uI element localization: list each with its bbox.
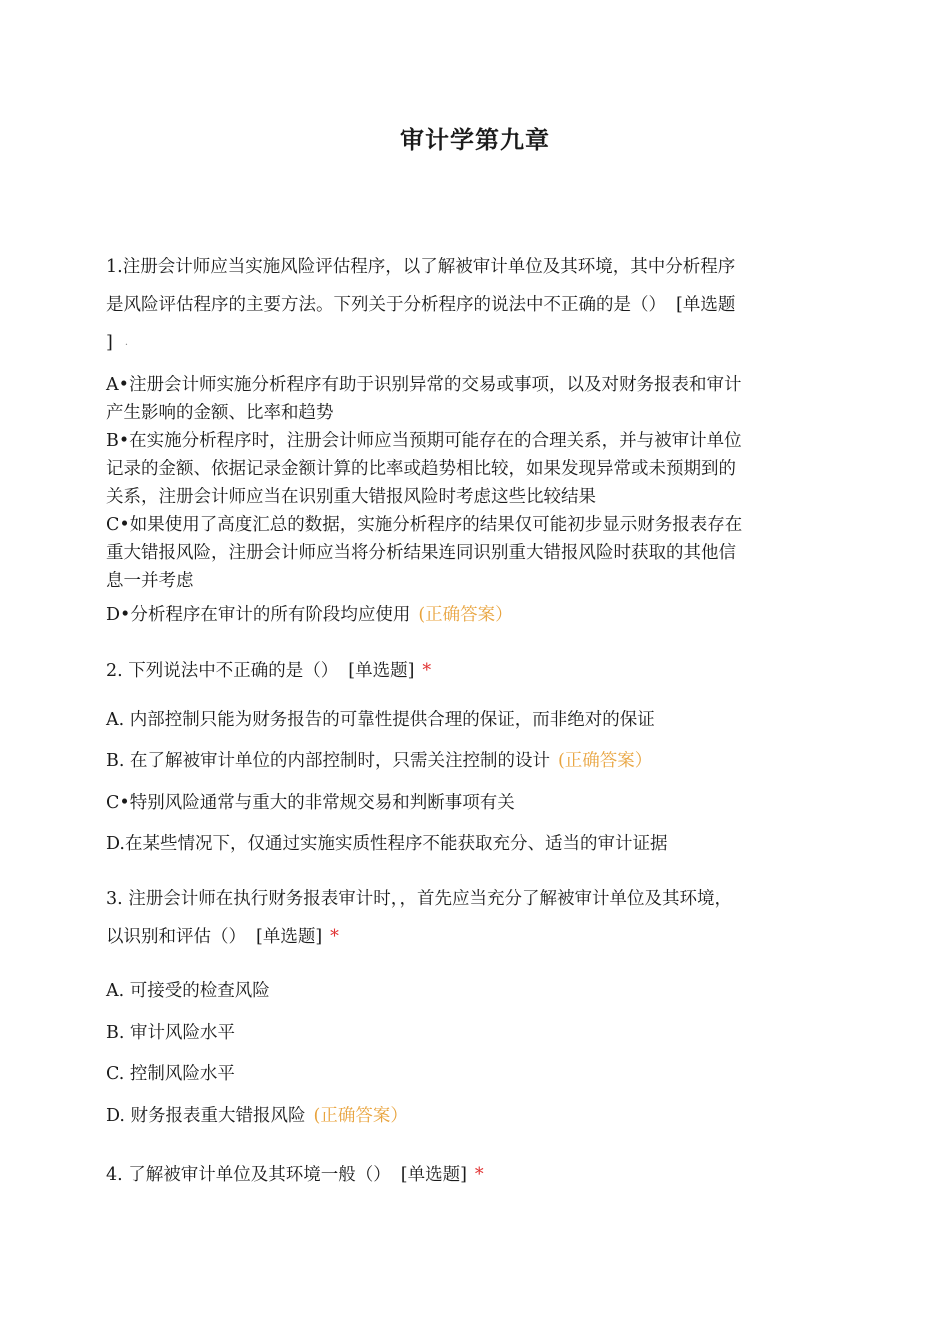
required-marker: * <box>422 661 432 681</box>
question-type-tag: [单选题] <box>256 927 323 947</box>
option-text <box>106 1102 846 1130</box>
question-2-option-d <box>106 830 846 858</box>
option-text: C•特别风险通常与重大的非常规交易和判断事项有关 <box>106 793 515 813</box>
question-type-tag: [单选题] <box>348 661 415 681</box>
question-text: 1.注册会计师应当实施风险评估程序，以了解被审计单位及其环境，其中分析程序 <box>106 257 736 277</box>
question-2-option-b <box>106 747 846 775</box>
question-1 <box>106 248 846 365</box>
question-2 <box>106 657 846 685</box>
question-text <box>106 657 846 685</box>
question-2-option-a <box>106 706 846 734</box>
dot-mark: · <box>124 340 129 351</box>
option-text: D.在某些情况下，仅通过实施实质性程序不能获取充分、适当的审计证据 <box>106 834 668 854</box>
correct-answer-label: (正确答案） <box>418 605 513 625</box>
option-d <box>106 601 846 629</box>
option-text: B•在实施分析程序时，注册会计师应当预期可能存在的合理关系，并与被审计单位 <box>106 431 742 451</box>
option-text-segment: D•分析程序在审计的所有阶段均应使用 <box>106 605 411 625</box>
option-a <box>106 371 846 427</box>
option-text: 记录的金额、依据记录金额计算的比率或趋势相比较，如果发现异常或未预期到的 <box>106 459 736 479</box>
question-text-segment: 以识别和评估（） <box>106 927 246 947</box>
option-text-segment: D. 财务报表重大错报风险 <box>106 1106 306 1126</box>
question-3-option-b <box>106 1019 846 1047</box>
question-3 <box>106 880 846 956</box>
option-text: C•如果使用了高度汇总的数据，实施分析程序的结果仅可能初步显示财务报表存在 <box>106 515 743 535</box>
question-text <box>106 286 846 324</box>
correct-answer-label: (正确答案） <box>557 751 653 771</box>
question-type-tag: [单选题] <box>400 1165 467 1185</box>
question-text-segment: 4. 了解被审计单位及其环境一般（） <box>106 1165 391 1185</box>
question-text-segment: 2. 下列说法中不正确的是（） <box>106 661 339 681</box>
option-text: B. 审计风险水平 <box>106 1023 235 1043</box>
option-text: A. 内部控制只能为财务报告的可靠性提供合理的保证，而非绝对的保证 <box>106 710 655 730</box>
option-text: 产生影响的金额、比率和趋势 <box>106 403 334 423</box>
required-marker: * <box>474 1165 484 1185</box>
option-text <box>106 747 846 775</box>
option-text <box>106 601 846 629</box>
question-type-tag: [单选题 <box>676 295 736 315</box>
option-text-segment: B. 在了解被审计单位的内部控制时，只需关注控制的设计 <box>106 751 550 771</box>
option-text: A•注册会计师实施分析程序有助于识别异常的交易或事项，以及对财务报表和审计 <box>106 375 742 395</box>
option-text: 关系，注册会计师应当在识别重大错报风险时考虑这些比较结果 <box>106 487 596 507</box>
option-text: 重大错报风险，注册会计师应当将分析结果连同识别重大错报风险时获取的其他信 <box>106 543 736 563</box>
option-text: 息一并考虑 <box>106 571 194 591</box>
page-title: 审计学第九章 <box>400 126 550 154</box>
question-3-option-a <box>106 977 846 1005</box>
correct-answer-label: (正确答案） <box>313 1106 408 1126</box>
required-marker: * <box>330 927 339 947</box>
option-text: A. 可接受的检查风险 <box>106 981 270 1001</box>
question-1-options <box>106 371 846 595</box>
option-c <box>106 511 846 595</box>
question-2-option-c <box>106 789 846 817</box>
question-text-segment: 是风险评估程序的主要方法。下列关于分析程序的说法中不正确的是（） <box>106 295 666 315</box>
question-text: 3. 注册会计师在执行财务报表审计时，，首先应当充分了解被审计单位及其环境， <box>106 889 733 909</box>
question-text <box>106 918 846 956</box>
question-4 <box>106 1161 846 1189</box>
question-3-option-c <box>106 1060 846 1088</box>
question-type-tag-close: ] <box>106 333 113 353</box>
question-text <box>106 1161 846 1189</box>
question-3-option-d <box>106 1102 846 1130</box>
option-text: C. 控制风险水平 <box>106 1064 235 1084</box>
option-b <box>106 427 846 511</box>
question-text <box>106 324 846 365</box>
